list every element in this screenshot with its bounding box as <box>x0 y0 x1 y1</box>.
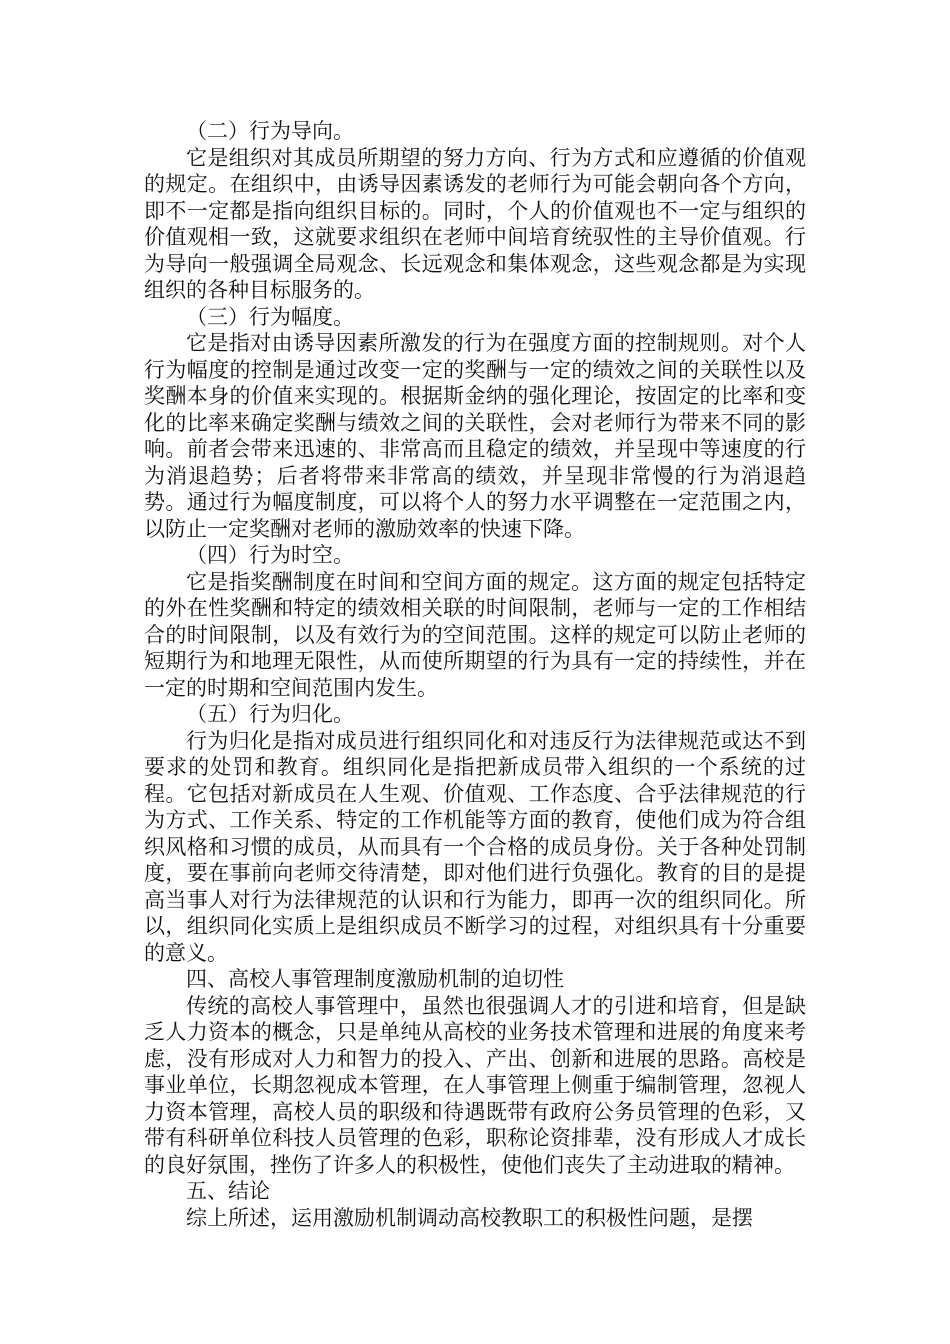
paragraph-conclusion: 综上所述，运用激励机制调动高校教职工的积极性问题，是摆 <box>186 1205 753 1230</box>
section-heading-behavior-range: （三）行为幅度。 <box>186 304 354 329</box>
section-heading-behavior-assimilation: （五）行为归化。 <box>186 702 354 726</box>
section-heading-behavior-orientation: （二）行为导向。 <box>186 119 354 143</box>
section-heading-urgency: 四、高校人事管理制度激励机制的迫切性 <box>186 967 564 991</box>
paragraph-behavior-assimilation: 行为归化是指对成员进行组织同化和对违反行为法律规范或达不到要求的处罚和教育。组织同化是指把新成员带入组织的一个系统的过程。它包括对新成员在人生观、价值观、工作态度、合乎法律规范的行为方式、工作关系、特定的工作机能等方面的教育，使他们成为符合组织风格和习惯的成员，从而具有一个合格的成员身份。关于各种处罚制度，要在事前向老师交待清楚，即对他们进行负强化。教育的目的是提高当事人对行为法律规范的认识和行为能力，即再一次的组织同化。所以，组织同化实质上是组织成员不断学习的过程，对组织具有十分重要的意义。 <box>144 728 806 965</box>
document-page <box>144 118 806 1231</box>
section-heading-conclusion: 五、结论 <box>186 1179 270 1203</box>
paragraph-behavior-orientation: 它是组织对其成员所期望的努力方向、行为方式和应遵循的价值观的规定。在组织中，由诱导因素诱发的老师行为可能会朝向各个方向，即不一定都是指向组织目标的。同时，个人的价值观也不一定与组织的价值观相一致，这就要求组织在老师中间培育统驭性的主导价值观。行为导向一般强调全局观念、长远观念和集体观念，这些观念都是为实现组织的各种目标服务的。 <box>144 145 806 302</box>
paragraph-behavior-timespace: 它是指奖酬制度在时间和空间方面的规定。这方面的规定包括特定的外在性奖酬和特定的绩效相关联的时间限制，老师与一定的工作相结合的时间限制，以及有效行为的空间范围。这样的规定可以防止老师的短期行为和地理无限性，从而使所期望的行为具有一定的持续性，并在一定的时期和空间范围内发生。 <box>144 569 806 700</box>
paragraph-urgency: 传统的高校人事管理中，虽然也很强调人才的引进和培育，但是缺乏人力资本的概念，只是单纯从高校的业务技术管理和进展的角度来考虑，没有形成对人力和智力的投入、产出、创新和进展的思路。高校是事业单位，长期忽视成本管理，在人事管理上侧重于编制管理，忽视人力资本管理，高校人员的职级和待遇既带有政府公务员管理的色彩，又带有科研单位科技人员管理的色彩，职称论资排辈，没有形成人才成长的良好氛围，挫伤了许多人的积极性，使他们丧失了主动进取的精神。 <box>144 993 806 1177</box>
section-heading-behavior-timespace: （四）行为时空。 <box>186 543 354 567</box>
paragraph-behavior-range: 它是指对由诱导因素所激发的行为在强度方面的控制规则。对个人行为幅度的控制是通过改变一定的奖酬与一定的绩效之间的关联性以及奖酬本身的价值来实现的。根据斯金纳的强化理论，按固定的比率和变化的比率来确定奖酬与绩效之间的关联性，会对老师行为带来不同的影响。前者会带来迅速的、非常高而且稳定的绩效，并呈现中等速度的行为消退趋势；后者将带来非常高的绩效，并呈现非常慢的行为消退趋势。通过行为幅度制度，可以将个人的努力水平调整在一定范围之内，以防止一定奖酬对老师的激励效率的快速下降。 <box>144 331 806 541</box>
